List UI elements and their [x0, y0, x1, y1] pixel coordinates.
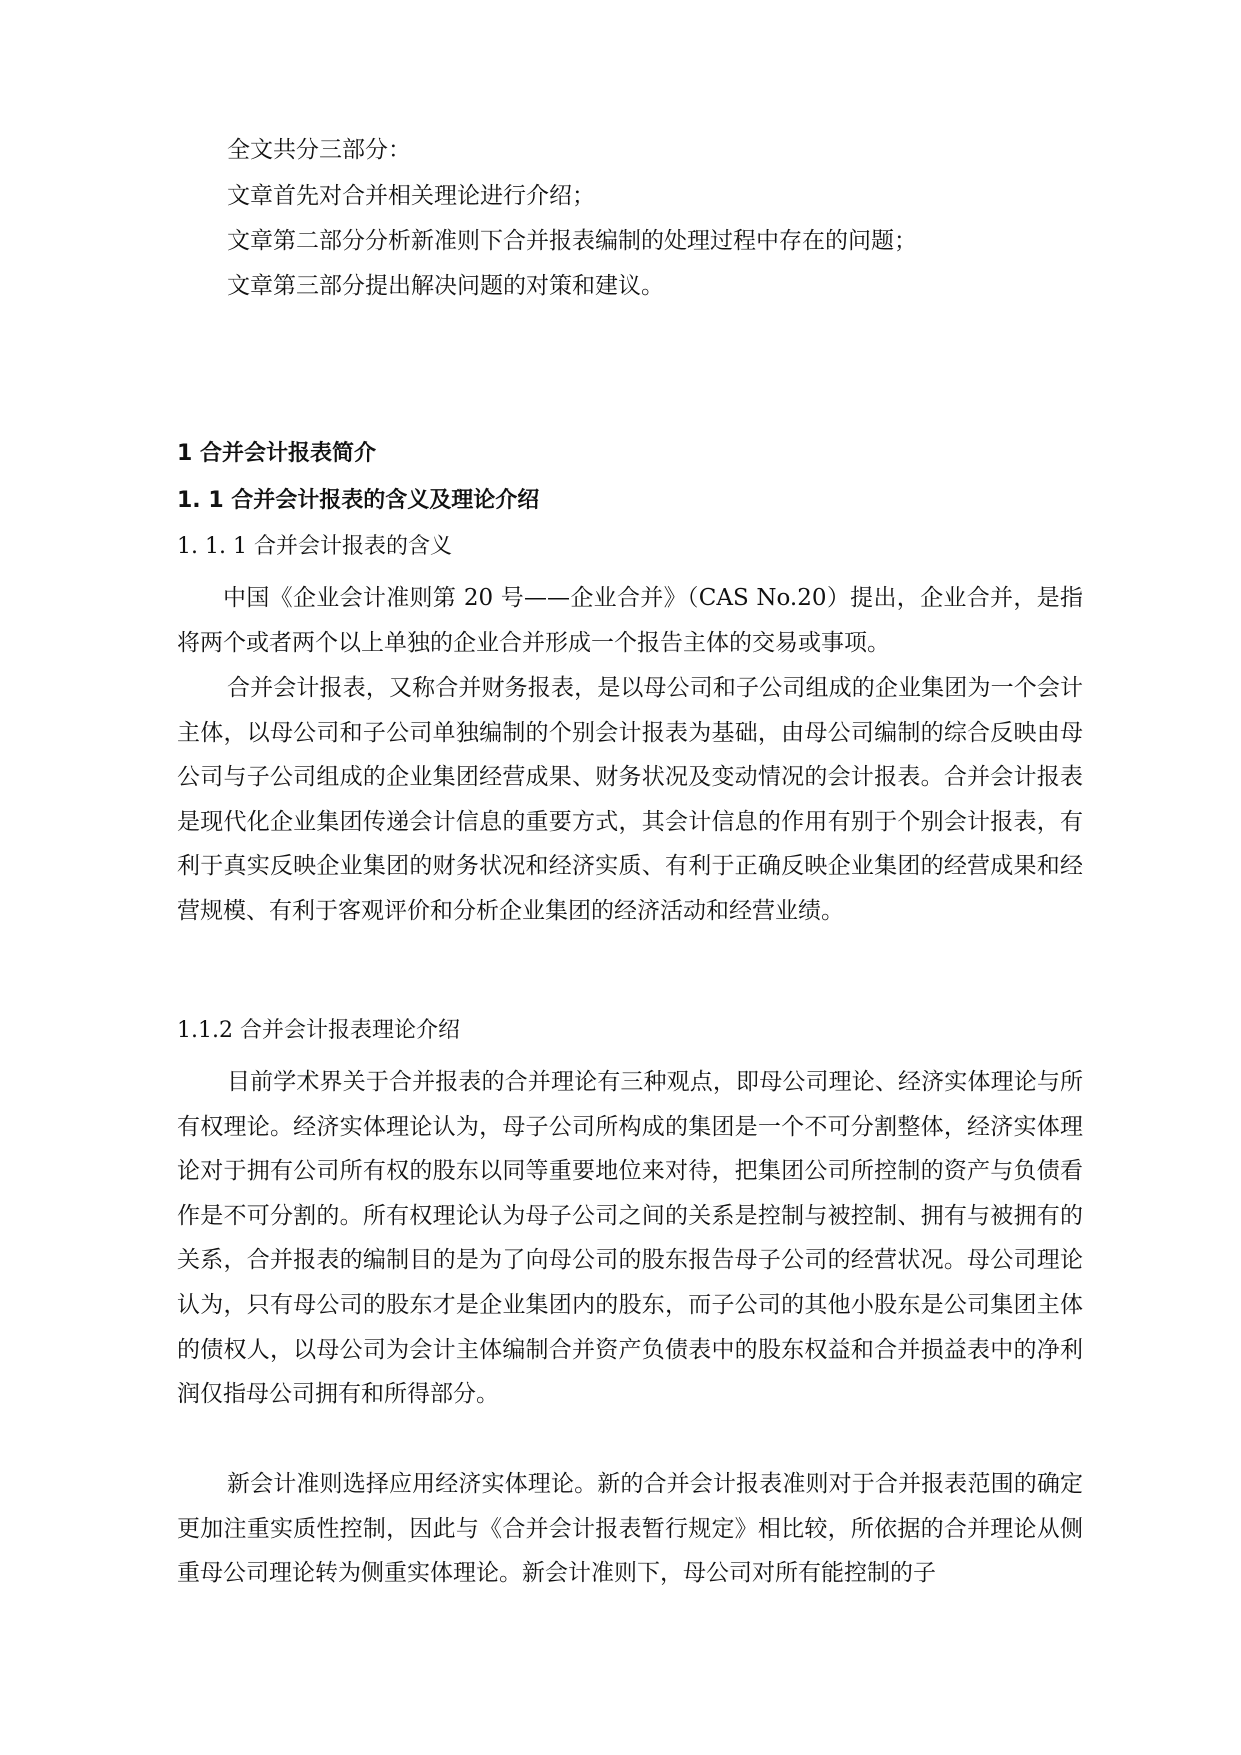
intro-line-2: 文章首先对合并相关理论进行介绍；: [227, 183, 595, 209]
intro-line-1: 全文共分三部分：: [227, 137, 411, 163]
intro-line-3: 文章第二部分分析新准则下合并报表编制的处理过程中存在的问题；: [227, 228, 917, 254]
paragraph-merger-definition: 中国《企业会计准则第 20 号——企业合并》（CAS No.20）提出，企业合并，是指将两个或者两个以上单独的企业合并形成一个报告主体的交易或事项。: [177, 585, 1083, 656]
intro-line-4: 文章第三部分提出解决问题的对策和建议。: [227, 273, 664, 299]
subsubsection-heading: 1. 1. 1 合并会计报表的含义: [177, 534, 452, 559]
subsubsection-heading-theory: 1.1.2 合并会计报表理论介绍: [177, 1018, 460, 1043]
paragraph-consolidated-statements: 合并会计报表，又称合并财务报表，是以母公司和子公司组成的企业集团为一个会计主体，以母公司和子公司单独编制的个别会计报表为基础，由母公司编制的综合反映由母公司与子公司组成的企业集团经营成果、财务状况及变动情况的会计报表。合并会计报表是现代化企业集团传递会计信息的重要方式，其会计信息的作用有别于个别会计报表，有利于真实反映企业集团的财务状况和经济实质、有利于正确反映企业集团的经营成果和经营规模、有利于客观评价和分析企业集团的经济活动和经营业绩。: [177, 675, 1083, 924]
subsection-heading: 1. 1 合并会计报表的含义及理论介绍: [177, 488, 540, 513]
paragraph-theories: 目前学术界关于合并报表的合并理论有三种观点，即母公司理论、经济实体理论与所有权理论。经济实体理论认为，母子公司所构成的集团是一个不可分割整体，经济实体理论对于拥有公司所有权的股东以同等重要地位来对待，把集团公司所控制的资产与负债看作是不可分割的。所有权理论认为母子公司之间的关系是控制与被控制、拥有与被拥有的关系，合并报表的编制目的是为了向母公司的股东报告母子公司的经营状况。母公司理论认为，只有母公司的股东才是企业集团内的股东，而子公司的其他小股东是公司集团主体的债权人，以母公司为会计主体编制合并资产负债表中的股东权益和合并损益表中的净利润仅指母公司拥有和所得部分。: [177, 1069, 1083, 1408]
paragraph-new-standard: 新会计准则选择应用经济实体理论。新的合并会计报表准则对于合并报表范围的确定更加注重实质性控制，因此与《合并会计报表暂行规定》相比较，所依据的合并理论从侧重母公司理论转为侧重实体理论。新会计准则下，母公司对所有能控制的子: [177, 1471, 1083, 1587]
section-heading: 1 合并会计报表简介: [177, 441, 376, 466]
